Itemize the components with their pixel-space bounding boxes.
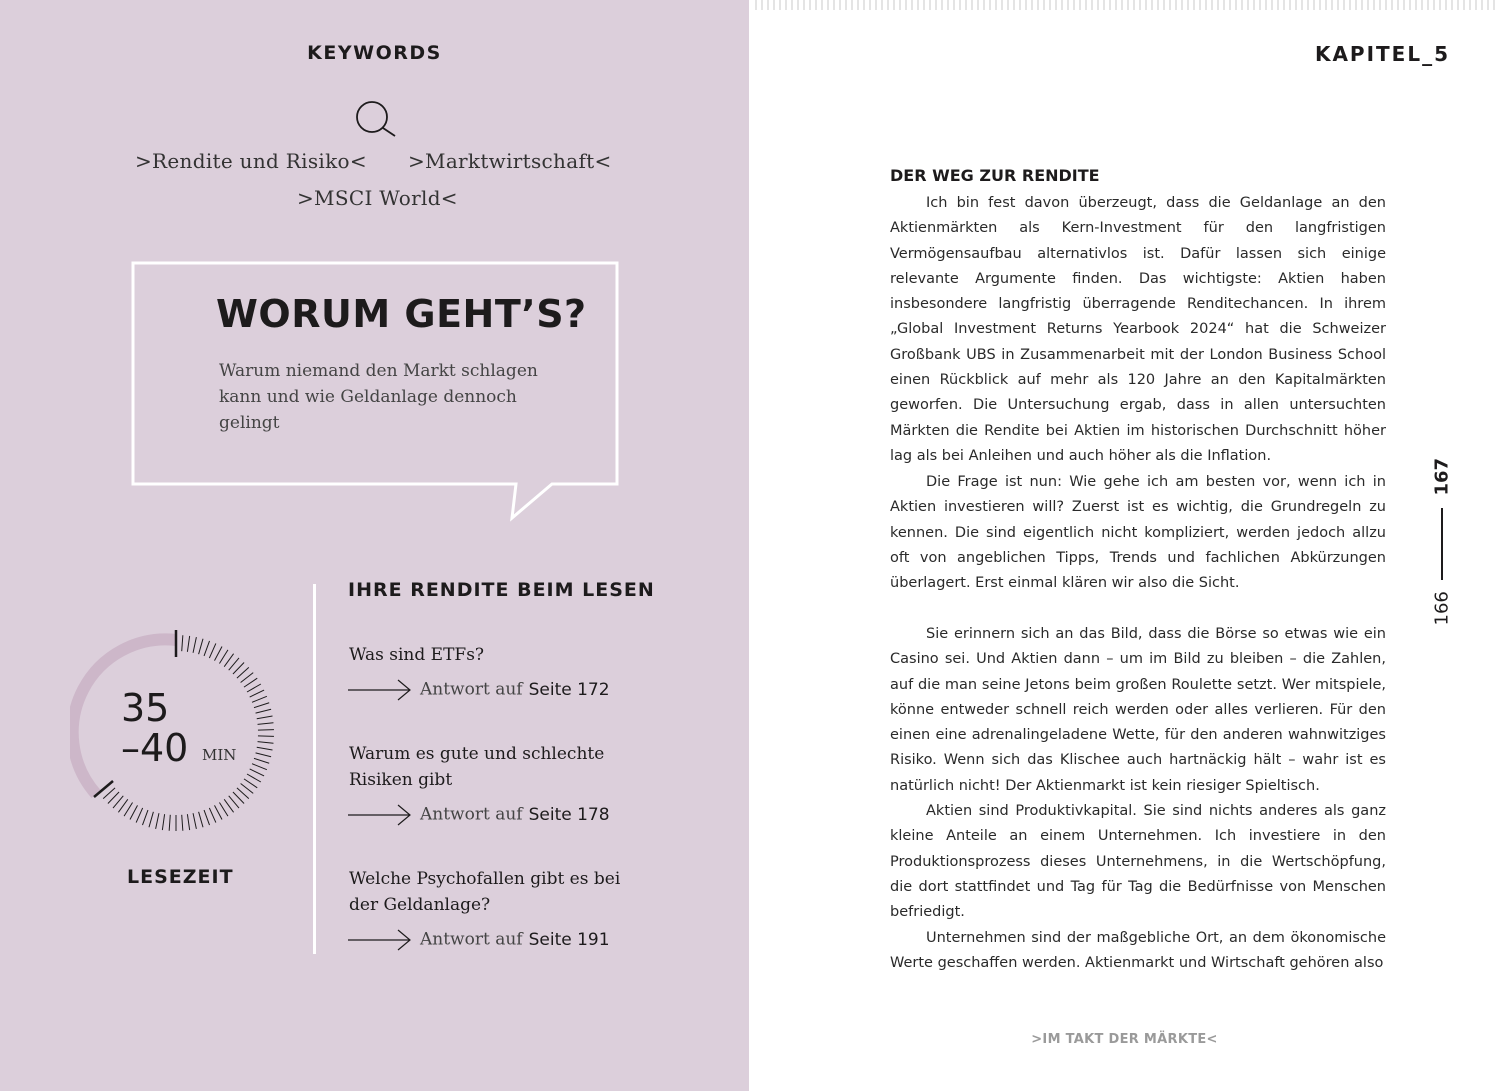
top-tick-border — [754, 0, 1500, 12]
reading-returns-title: IHRE RENDITE BEIM LESEN — [348, 579, 655, 601]
dial-tick — [258, 730, 274, 731]
answer-prefix: Antwort auf — [420, 929, 523, 950]
arrow-right-icon — [348, 678, 412, 702]
answer-page-link: Seite 178 — [528, 804, 610, 825]
paragraph: Aktien sind Produktivkapital. Sie sind nichts anderes als ganz kleine Anteile an einem Unternehmen. Ich investiere in den Produktionsprozess dieses Unternehmens, in die Wertschöpfung, die dort stattfindet und Tag für Tag die Bedürfnisse von Menschen befriedigt. — [890, 803, 1386, 921]
dial-tick — [204, 810, 209, 825]
dial-tick — [244, 678, 257, 687]
dial-tick — [149, 812, 153, 827]
dial-tick — [103, 788, 115, 799]
timer-to: –40 — [121, 726, 189, 770]
paragraph: Die Frage ist nun: Wie gehe ich am besten vor, wenn ich in Aktien investieren will? Zuerst ist es wichtig, die Grundregeln zu kennen. Die sind eigentlich nicht kompliziert, werden jedoch allzu oft von angeblichen Tipps, Trends und fachlichen Abkürzungen überlagert. Erst einmal klären wir also die Sicht. — [890, 474, 1386, 592]
dial-tick — [247, 684, 261, 692]
dial-tick — [193, 637, 196, 653]
section-heading: DER WEG ZUR RENDITE — [890, 166, 1100, 185]
dial-tick — [118, 799, 127, 812]
keywords-title: KEYWORDS — [307, 42, 442, 64]
dial-tick — [258, 736, 274, 737]
dial-tick — [254, 703, 269, 708]
dial-tick — [193, 813, 196, 829]
keyword-rendite-risiko: >Rendite und Risiko< — [135, 149, 367, 173]
question-2: Warum es gute und schlechte Risiken gibt — [349, 744, 605, 790]
paragraph: Sie erinnern sich an das Bild, dass die Börse so etwas wie ein Casino sei. Und Aktien dann – um im Bild zu bleiben – die Zahlen, auf die man seine Jetons beim großen Roulette setzt. Wer mitspiele, könne entweder schnell reich werden oder alles verlieren. Für den einen eine adrenalingeladene Wette, für den anderen wahnwitziges Risiko. Wenn sich das Klischee auch hartnäckig hält – wahr ist es natürlich nicht! Der Aktienmarkt ist kein riesiger Spieltisch. — [890, 626, 1386, 794]
answer-page-link: Seite 172 — [528, 679, 610, 700]
dial-tick — [224, 654, 233, 667]
bubble-title: WORUM GEHT’S? — [216, 292, 587, 336]
dial-tick — [233, 663, 244, 675]
arrow-right-icon — [348, 928, 412, 952]
dial-tick — [254, 758, 269, 763]
chapter-label: KAPITEL_5 — [1314, 42, 1450, 66]
dial-tick — [199, 812, 203, 827]
body-block-2 — [890, 470, 1386, 596]
dial-tick — [224, 799, 233, 812]
dial-tick — [258, 742, 274, 744]
dial-tick — [257, 716, 273, 719]
dial-tick — [182, 815, 183, 831]
dial-tick — [257, 747, 273, 750]
dial-tick — [214, 805, 222, 819]
page-number-left: 166 — [1431, 591, 1453, 626]
dial-tick — [209, 643, 216, 658]
running-footer: >IM TAKT DER MÄRKTE< — [1031, 1032, 1218, 1047]
dial-tick — [182, 635, 183, 651]
dial-tick — [233, 792, 244, 804]
dial-tick — [113, 796, 123, 808]
page-numbers — [1425, 457, 1459, 630]
timer-unit: MIN — [202, 746, 237, 764]
dial-tick — [237, 667, 249, 678]
dial-tick — [241, 673, 254, 683]
dial-tick — [256, 753, 272, 757]
dial-tick — [204, 641, 209, 656]
dial-tick — [108, 792, 119, 804]
keyword-marktwirtschaft: >Marktwirtschaft< — [408, 149, 612, 173]
answer-2 — [348, 803, 610, 827]
dial-tick — [162, 814, 164, 830]
page-number-right: 167 — [1431, 457, 1453, 496]
dial-tick — [156, 813, 159, 829]
question-3: Welche Psychofallen gibt es bei der Geldanlage? — [349, 869, 621, 915]
page-number-separator — [1441, 508, 1443, 580]
arrow-right-icon — [348, 803, 412, 827]
dial-tick — [219, 650, 227, 664]
dial-tick — [252, 696, 267, 702]
vertical-divider — [313, 584, 316, 954]
body-block-3 — [890, 622, 1386, 976]
paragraph: Unternehmen sind der maßgebliche Ort, an dem ökonomische Werte geschaffen werden. Aktienmarkt und Wirtschaft gehören also — [890, 929, 1386, 971]
dial-tick — [256, 709, 272, 713]
dial-tick — [237, 788, 249, 799]
body-block-1 — [890, 191, 1386, 469]
answer-3 — [348, 928, 610, 952]
keyword-msci-world: >MSCI World< — [297, 186, 458, 210]
paragraph: Ich bin fest davon überzeugt, dass die Geldanlage an den Aktienmärkten als Kern-Investment für den langfristigen Vermögensaufbau alternativlos ist. Dafür lassen sich einige relevante Argumente finden. Das wichtigste: Aktien haben insbesondere langfristig überragende Renditechancen. In ihrem „Global Investment Returns Yearbook 2024“ hat die Schweizer Großbank UBS in Zusammenarbeit mit der London Business School einen Rückblick auf mehr als 120 Jahre an den Kapitalmärkten geworfen. Die Untersuchung ergab, dass in allen untersuchten Märkten die Rendite bei Aktien im historischen Durchschnitt höher lag als bei Anleihen und auch höher als die Inflation. — [890, 195, 1386, 464]
dial-tick — [250, 769, 264, 776]
dial-tick — [169, 815, 170, 831]
answer-prefix: Antwort auf — [420, 804, 523, 825]
dial-tick — [229, 658, 239, 670]
dial-tick — [229, 796, 239, 808]
dial-tick — [142, 810, 147, 825]
question-1: Was sind ETFs? — [349, 645, 485, 665]
dial-tick — [187, 814, 189, 830]
answer-prefix: Antwort auf — [420, 679, 523, 700]
dial-tick — [244, 779, 257, 788]
timer-from: 35 — [121, 686, 170, 730]
dial-tick — [187, 636, 189, 652]
dial-tick — [250, 690, 264, 697]
search-icon — [352, 99, 398, 139]
dial-tick — [258, 723, 274, 725]
answer-1 — [348, 678, 610, 702]
dial-tick — [199, 639, 203, 654]
dial-tick — [252, 764, 267, 770]
reading-time-label: LESEZEIT — [127, 866, 234, 888]
dial-tick — [241, 783, 254, 793]
dial-tick — [219, 803, 227, 817]
dial-tick — [209, 808, 216, 823]
dial-tick — [247, 774, 261, 782]
dial-tick — [130, 805, 138, 819]
answer-page-link: Seite 191 — [528, 929, 610, 950]
bubble-text: Warum niemand den Markt schlagen kann und wie Geldanlage dennoch gelingt — [219, 361, 538, 433]
dial-tick — [214, 646, 222, 660]
dial-tick — [124, 803, 132, 817]
dial-tick — [136, 808, 143, 823]
